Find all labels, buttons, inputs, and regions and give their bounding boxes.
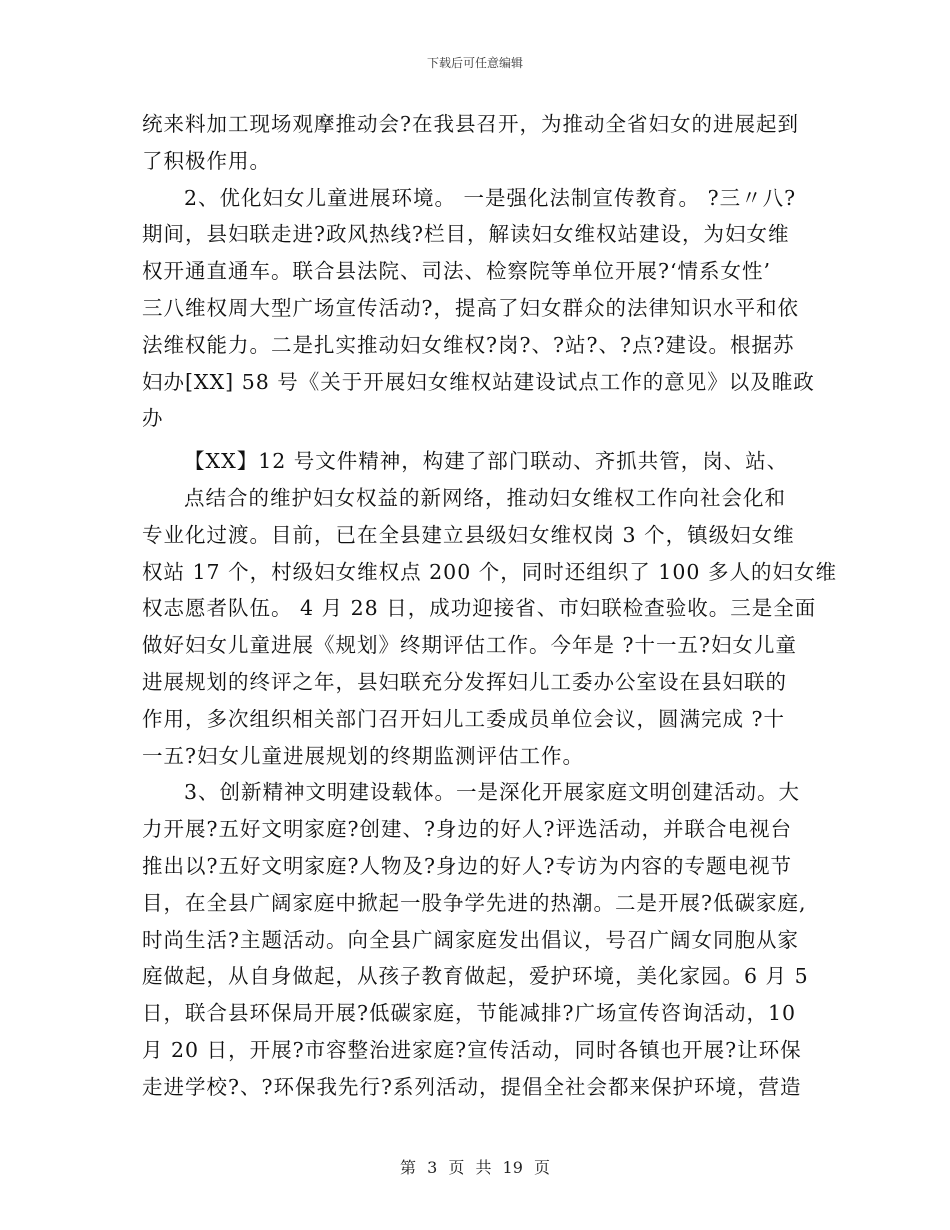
text-line: 月 20 日，开展?市容整治进家庭?宣传活动，同时各镇也开展?让环保 (142, 1037, 802, 1062)
text-line: 推出以?五好文明家庭?人物及?身边的好人?专访为内容的专题电视节 (142, 853, 792, 878)
text-line: 庭做起，从自身做起，从孩子教育做起，爱护环境，美化家园。6 月 5 (142, 964, 809, 989)
text-line: 专业化过渡。目前，已在全县建立县级妇女维权岗 3 个，镇级妇女维 (142, 522, 795, 547)
text-line: 一五?妇女儿童进展规划的终期监测评估工作。 (142, 743, 584, 768)
text-line: 时尚生活?主题活动。向全县广阔家庭发出倡议，号召广阔女同胞从家 (142, 927, 799, 952)
body-text (142, 106, 837, 1106)
header-note: 下载后可任意编辑 (426, 56, 523, 70)
text-line: 进展规划的终评之年，县妇联充分发挥妇儿工委办公室设在县妇联的 (142, 669, 787, 694)
text-line: 妇办[XX] 58 号《关于开展妇女维权站建设试点工作的意见》以及睢政 (142, 369, 815, 394)
text-line: 办 (142, 406, 164, 431)
text-line: 三八维权周大型广场宣传活动?，提高了妇女群众的法律知识水平和依 (142, 295, 799, 320)
text-line: 权站 17 个，村级妇女维权点 200 个，同时还组织了 100 多人的妇女维 (142, 559, 837, 584)
text-line: 点结合的维护妇女权益的新网络，推动妇女维权工作向社会化和 (184, 485, 786, 510)
text-line: 了积极作用。 (142, 148, 271, 173)
text-line: 权志愿者队伍。 4 月 28 日，成功迎接省、市妇联检查验收。三是全面 (142, 596, 817, 621)
text-line: 作用，多次组织相关部门召开妇儿工委成员单位会议，圆满完成 ?十 (142, 706, 786, 731)
text-line: 3、创新精神文明建设载体。一是深化开展家庭文明创建活动。大 (184, 780, 801, 805)
text-line: 力开展?五好文明家庭?创建、?身边的好人?评选活动，并联合电视台 (142, 817, 792, 842)
text-line: 日，联合县环保局开展?低碳家庭，节能减排?广场宣传咨询活动，10 (142, 1001, 797, 1026)
text-line: 权开通直通车。联合县法院、司法、检察院等单位开展?‘情系女性’ (142, 259, 772, 284)
text-line: 走进学校?、?环保我先行?系列活动，提倡全社会都来保护环境，营造 (142, 1074, 802, 1099)
text-line: 法维权能力。二是扎实推动妇女维权?岗?、?站?、?点?建设。根据苏 (142, 332, 795, 357)
text-line: 【XX】12 号文件精神，构建了部门联动、齐抓共管，岗、站、 (184, 449, 789, 474)
page-number-footer: 第 3 页 共 19 页 (400, 1158, 550, 1177)
text-line: 目，在全县广阔家庭中掀起一股争学先进的热潮。二是开展?低碳家庭, (142, 890, 807, 915)
text-line: 期间，县妇联走进?政风热线?栏目，解读妇女维权站建设，为妇女维 (142, 222, 790, 247)
text-line: 统来料加工现场观摩推动会?在我县召开，为推动全省妇女的进展起到 (142, 112, 799, 136)
text-line: 做好妇女儿童进展《规划》终期评估工作。今年是 ?十一五?妇女儿童 (142, 633, 797, 658)
text-line: 2、优化妇女儿童进展环境。 一是强化法制宣传教育。 ?三〃八? (184, 185, 797, 210)
